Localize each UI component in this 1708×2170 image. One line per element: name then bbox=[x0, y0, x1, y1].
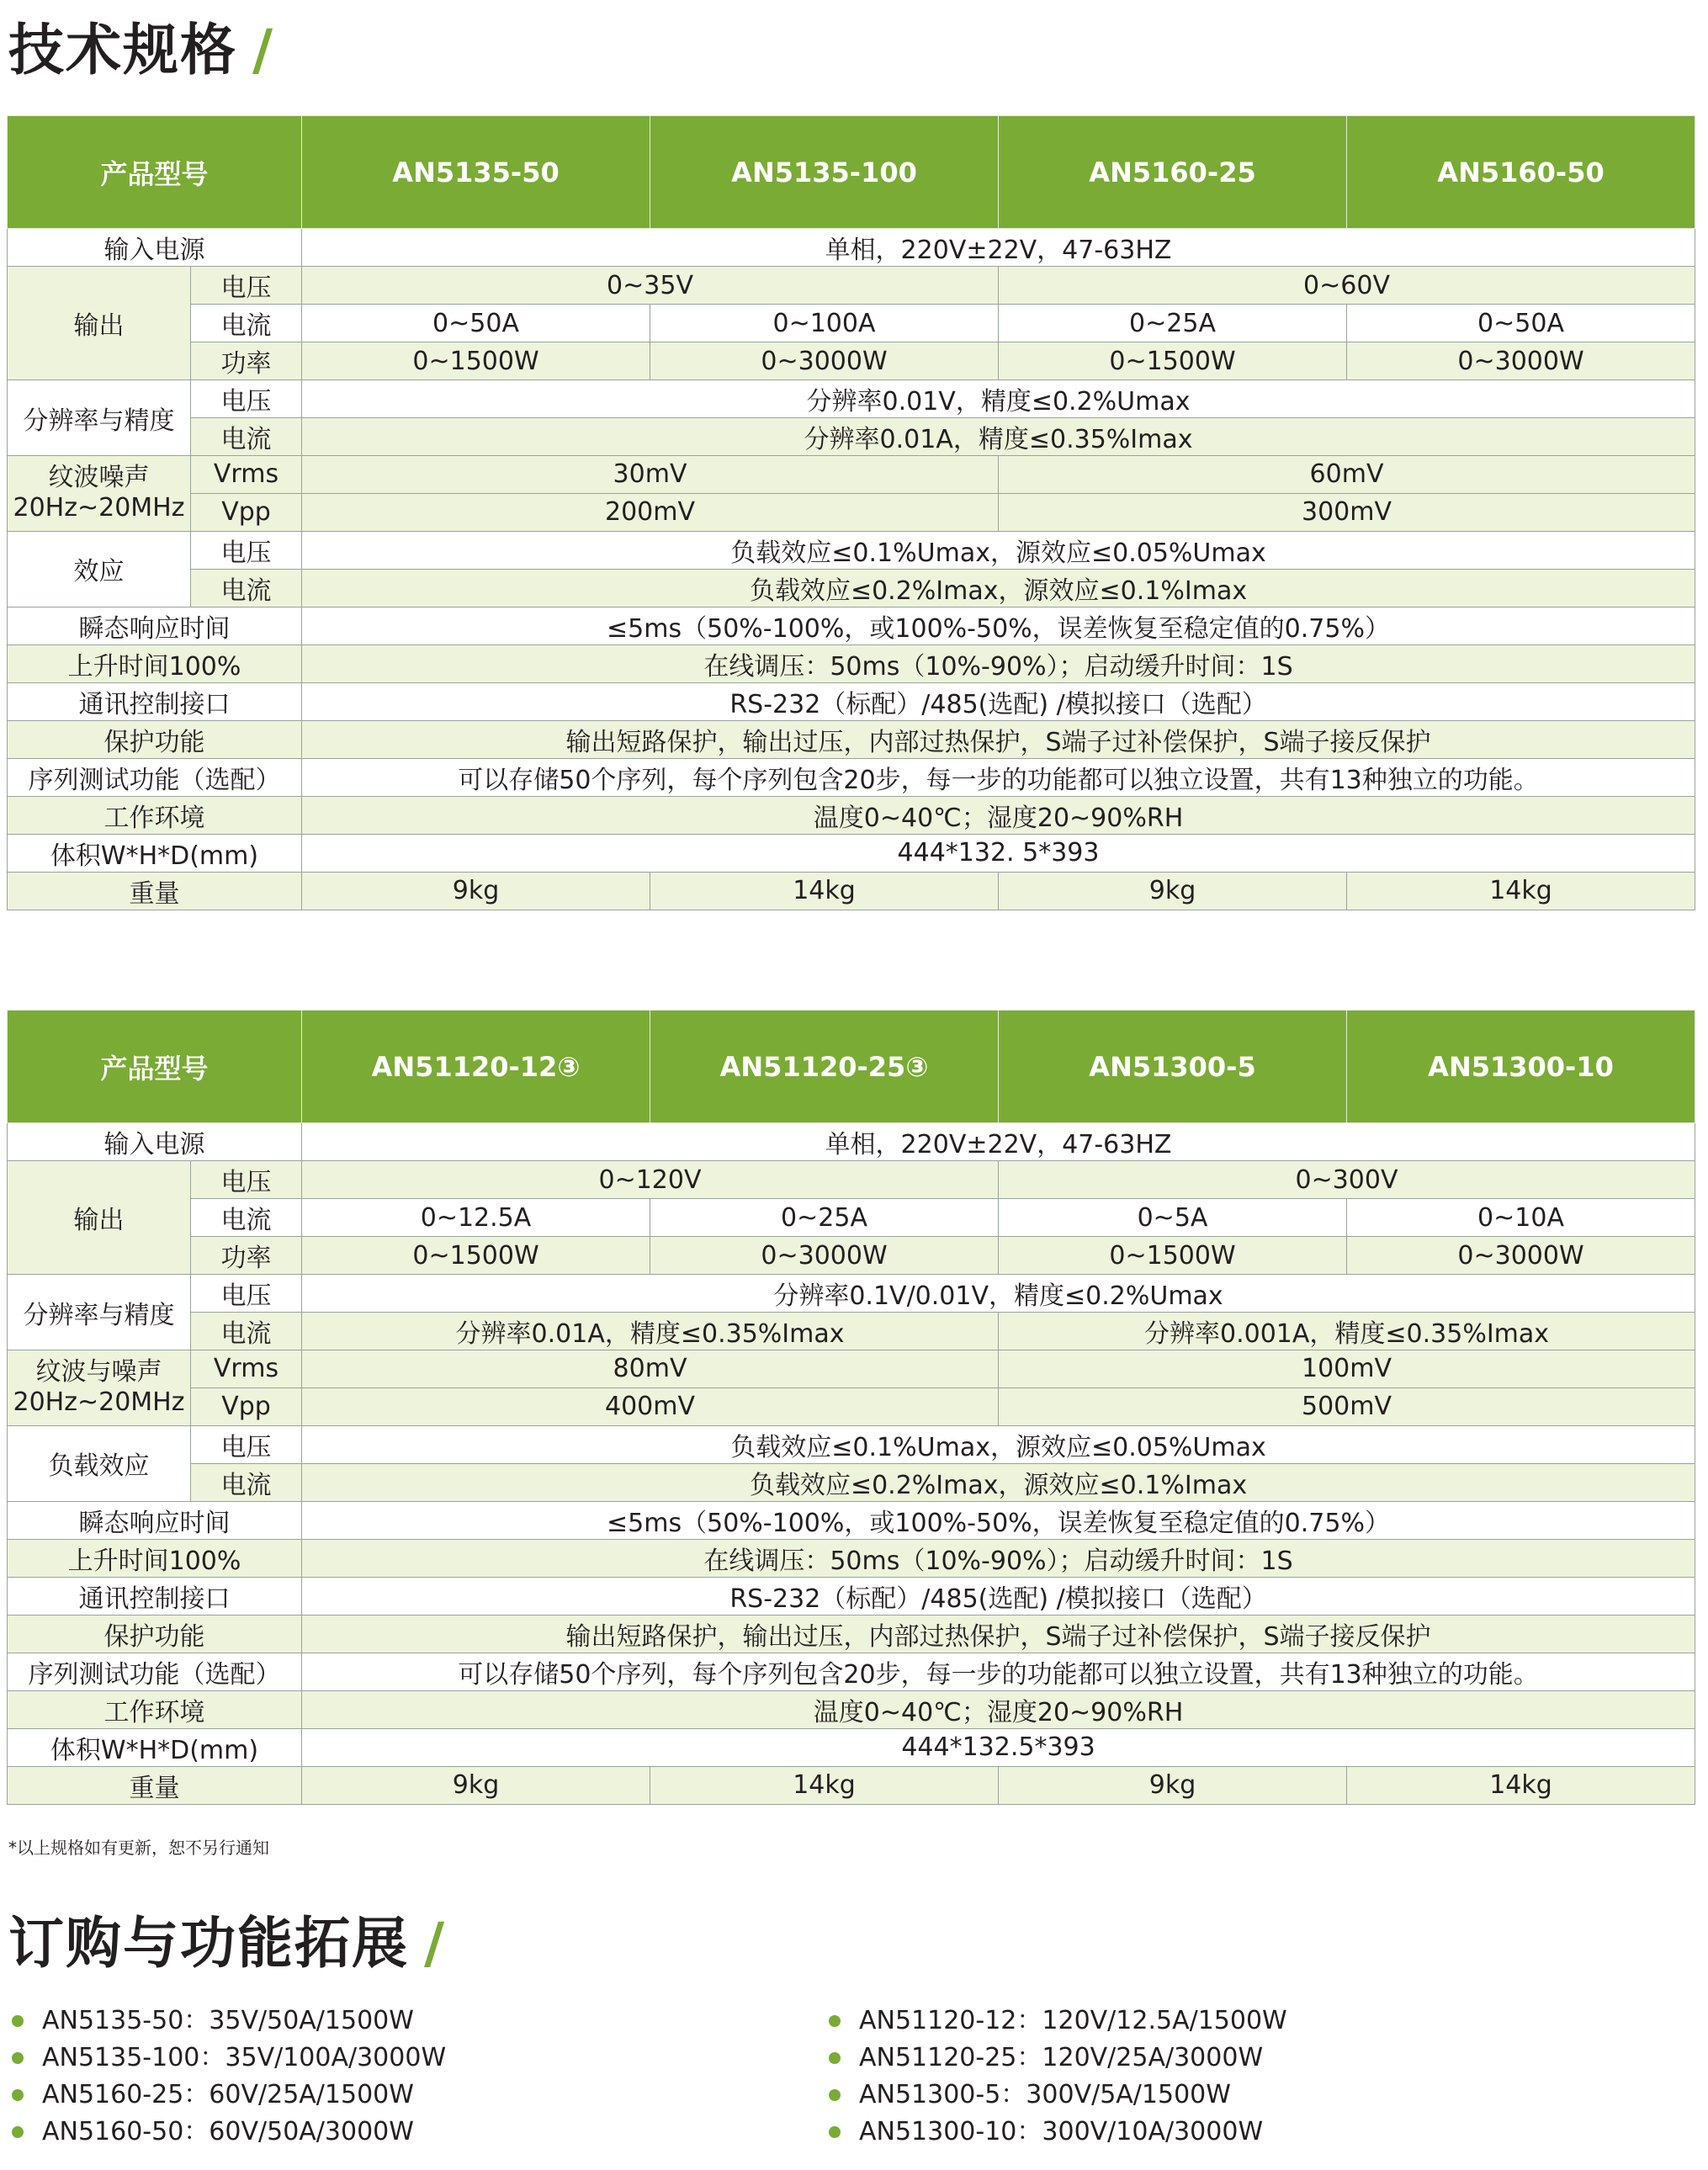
table-row bbox=[8, 682, 1695, 720]
vpp-value: 300mV bbox=[999, 493, 1695, 531]
output-power-value: 0~3000W bbox=[1347, 342, 1695, 380]
input-power-value: 单相，220V±22V，47-63HZ bbox=[302, 1123, 1695, 1161]
output-current-value: 0~50A bbox=[1347, 305, 1695, 342]
row-label-effect: 效应 bbox=[8, 531, 191, 607]
env-value: 温度0~40℃；湿度20~90%RH bbox=[302, 1690, 1695, 1728]
list-item bbox=[12, 2114, 446, 2151]
output-power-value: 0~3000W bbox=[650, 342, 999, 380]
table-row bbox=[8, 1501, 1695, 1539]
row-label-weight: 重量 bbox=[8, 1766, 302, 1804]
row-label-input-power: 输入电源 bbox=[8, 229, 302, 267]
title-slash-decoration: / bbox=[252, 18, 275, 82]
model-header: AN5135-100 bbox=[650, 116, 999, 229]
sub-label-voltage: 电压 bbox=[191, 267, 302, 305]
table-row bbox=[8, 267, 1695, 305]
bullet-dot-icon bbox=[12, 2015, 24, 2027]
table-row bbox=[8, 1690, 1695, 1728]
list-item bbox=[829, 2114, 1287, 2151]
table-row bbox=[8, 569, 1695, 607]
table-row bbox=[8, 834, 1695, 872]
ripple-label-line1: 纹波与噪声 bbox=[35, 1357, 162, 1387]
table-row bbox=[8, 1387, 1695, 1425]
bullet-dot-icon bbox=[12, 2052, 24, 2064]
list-item bbox=[12, 2077, 446, 2114]
model-header: AN5160-50 bbox=[1347, 116, 1695, 229]
transient-value: ≤5ms（50%-100%，或100%-50%，误差恢复至稳定值的0.75%） bbox=[302, 1501, 1695, 1539]
bullet-dot-icon bbox=[829, 2126, 841, 2138]
output-current-value: 0~25A bbox=[650, 1199, 999, 1237]
vrms-value: 100mV bbox=[999, 1350, 1695, 1388]
model-header: AN51300-10 bbox=[1347, 1011, 1695, 1123]
table-row bbox=[8, 1463, 1695, 1501]
table-row bbox=[8, 418, 1695, 456]
row-label-resolution: 分辨率与精度 bbox=[8, 380, 191, 456]
seq-value: 可以存储50个序列，每个序列包含20步，每一步的功能都可以独立设置，共有13种独立的功能。 bbox=[302, 758, 1695, 796]
input-power-value: 单相，220V±22V，47-63HZ bbox=[302, 229, 1695, 267]
table-row bbox=[8, 1615, 1695, 1653]
bullet-dot-icon bbox=[12, 2089, 24, 2101]
table-row bbox=[8, 607, 1695, 645]
weight-value: 14kg bbox=[1347, 1766, 1695, 1804]
row-label-output: 输出 bbox=[8, 267, 191, 380]
bullet-dot-icon bbox=[829, 2089, 841, 2101]
table-row bbox=[8, 872, 1695, 910]
order-item-text: AN51120-25：120V/25A/3000W bbox=[859, 2043, 1264, 2072]
row-label-rise: 上升时间100% bbox=[8, 1539, 302, 1577]
resolution-voltage-value: 分辨率0.01V，精度≤0.2%Umax bbox=[302, 380, 1695, 418]
row-label-rise: 上升时间100% bbox=[8, 645, 302, 682]
sub-label-power: 功率 bbox=[191, 342, 302, 380]
model-header: AN5135-50 bbox=[302, 116, 650, 229]
sub-label-vrms: Vrms bbox=[191, 1350, 302, 1388]
output-power-value: 0~3000W bbox=[650, 1237, 999, 1275]
table-row bbox=[8, 493, 1695, 531]
sub-label-current: 电流 bbox=[191, 1463, 302, 1501]
comm-value: RS-232（标配）/485(选配) /模拟接口（选配） bbox=[302, 682, 1695, 720]
model-header-label: 产品型号 bbox=[8, 1011, 302, 1123]
table-row bbox=[8, 1350, 1695, 1388]
bullet-dot-icon bbox=[829, 2052, 841, 2064]
output-power-value: 0~1500W bbox=[999, 1237, 1347, 1275]
table-row bbox=[8, 1577, 1695, 1615]
sub-label-vpp: Vpp bbox=[191, 1387, 302, 1425]
table-row bbox=[8, 305, 1695, 342]
footnote: *以上规格如有更新，恕不另行通知 bbox=[8, 1838, 269, 1858]
ripple-label-line1: 纹波噪声 bbox=[48, 463, 150, 493]
sub-label-current: 电流 bbox=[191, 305, 302, 342]
effect-current-value: 负载效应≤0.2%Imax，源效应≤0.1%Imax bbox=[302, 1463, 1695, 1501]
spec-table-1 bbox=[7, 115, 1695, 910]
sub-label-voltage: 电压 bbox=[191, 1425, 302, 1463]
list-item bbox=[12, 2040, 446, 2077]
output-power-value: 0~1500W bbox=[302, 342, 650, 380]
env-value: 温度0~40℃；湿度20~90%RH bbox=[302, 796, 1695, 834]
weight-value: 9kg bbox=[302, 872, 650, 910]
row-label-transient: 瞬态响应时间 bbox=[8, 607, 302, 645]
vpp-value: 200mV bbox=[302, 493, 999, 531]
sub-label-current: 电流 bbox=[191, 569, 302, 607]
sub-label-power: 功率 bbox=[191, 1237, 302, 1275]
table-row bbox=[8, 1275, 1695, 1313]
table-row bbox=[8, 456, 1695, 494]
row-label-volume: 体积W*H*D(mm) bbox=[8, 834, 302, 872]
weight-value: 14kg bbox=[650, 872, 999, 910]
order-item-text: AN5135-50：35V/50A/1500W bbox=[42, 2006, 414, 2035]
output-current-value: 0~5A bbox=[999, 1199, 1347, 1237]
protect-value: 输出短路保护，输出过压，内部过热保护，S端子过补偿保护，S端子接反保护 bbox=[302, 720, 1695, 758]
list-item bbox=[829, 2040, 1287, 2077]
output-current-value: 0~10A bbox=[1347, 1199, 1695, 1237]
specs-title bbox=[8, 17, 274, 84]
row-label-input-power: 输入电源 bbox=[8, 1123, 302, 1161]
table-row bbox=[8, 720, 1695, 758]
volume-value: 444*132. 5*393 bbox=[302, 834, 1695, 872]
table-row bbox=[8, 1425, 1695, 1463]
bullet-dot-icon bbox=[829, 2015, 841, 2027]
row-label-output: 输出 bbox=[8, 1161, 191, 1275]
model-header-label: 产品型号 bbox=[8, 116, 302, 229]
weight-value: 9kg bbox=[999, 872, 1347, 910]
table-row bbox=[8, 1237, 1695, 1275]
weight-value: 14kg bbox=[1347, 872, 1695, 910]
table-row bbox=[8, 1728, 1695, 1766]
seq-value: 可以存储50个序列，每个序列包含20步，每一步的功能都可以独立设置，共有13种独立的功能。 bbox=[302, 1653, 1695, 1690]
sub-label-voltage: 电压 bbox=[191, 531, 302, 569]
row-label-ripple bbox=[8, 1350, 191, 1426]
sub-label-voltage: 电压 bbox=[191, 1275, 302, 1313]
output-current-value: 0~50A bbox=[302, 305, 650, 342]
table-row bbox=[8, 758, 1695, 796]
order-item-text: AN5160-25：60V/25A/1500W bbox=[42, 2080, 414, 2109]
row-label-weight: 重量 bbox=[8, 872, 302, 910]
vrms-value: 80mV bbox=[302, 1350, 999, 1388]
sub-label-current: 电流 bbox=[191, 1313, 302, 1350]
row-label-protect: 保护功能 bbox=[8, 1615, 302, 1653]
specs-title-text: 技术规格 bbox=[8, 18, 237, 82]
rise-value: 在线调压：50ms（10%-90%）；启动缓升时间：1S bbox=[302, 645, 1695, 682]
table-row bbox=[8, 796, 1695, 834]
table-header-row bbox=[8, 116, 1695, 229]
row-label-comm: 通讯控制接口 bbox=[8, 1577, 302, 1615]
row-label-env: 工作环境 bbox=[8, 1690, 302, 1728]
list-item bbox=[12, 2003, 446, 2040]
output-power-value: 0~1500W bbox=[302, 1237, 650, 1275]
bullet-dot-icon bbox=[12, 2126, 24, 2138]
row-label-volume: 体积W*H*D(mm) bbox=[8, 1728, 302, 1766]
order-title-text: 订购与功能拓展 bbox=[8, 1911, 409, 1976]
output-power-value: 0~3000W bbox=[1347, 1237, 1695, 1275]
table-row bbox=[8, 1123, 1695, 1161]
list-item bbox=[829, 2003, 1287, 2040]
table-row bbox=[8, 342, 1695, 380]
resolution-voltage-value: 分辨率0.1V/0.01V，精度≤0.2%Umax bbox=[302, 1275, 1695, 1313]
output-power-value: 0~1500W bbox=[999, 342, 1347, 380]
order-list-right bbox=[829, 2003, 1287, 2151]
weight-value: 14kg bbox=[650, 1766, 999, 1804]
output-voltage-value: 0~300V bbox=[999, 1161, 1695, 1199]
table-row bbox=[8, 645, 1695, 682]
output-voltage-value: 0~35V bbox=[302, 267, 999, 305]
model-header: AN51120-25③ bbox=[650, 1011, 999, 1123]
vrms-value: 30mV bbox=[302, 456, 999, 494]
order-item-text: AN5160-50：60V/50A/3000W bbox=[42, 2117, 414, 2146]
order-title bbox=[8, 1910, 446, 1977]
table-header-row bbox=[8, 1011, 1695, 1123]
row-label-seq: 序列测试功能（选配） bbox=[8, 758, 302, 796]
order-list-left bbox=[12, 2003, 446, 2151]
sub-label-current: 电流 bbox=[191, 418, 302, 456]
weight-value: 9kg bbox=[302, 1766, 650, 1804]
vpp-value: 500mV bbox=[999, 1387, 1695, 1425]
effect-voltage-value: 负载效应≤0.1%Umax，源效应≤0.05%Umax bbox=[302, 1425, 1695, 1463]
table-row bbox=[8, 1653, 1695, 1690]
table-row bbox=[8, 1766, 1695, 1804]
row-label-ripple bbox=[8, 456, 191, 532]
ripple-label-line2: 20Hz~20MHz bbox=[13, 493, 185, 523]
weight-value: 9kg bbox=[999, 1766, 1347, 1804]
effect-voltage-value: 负载效应≤0.1%Umax，源效应≤0.05%Umax bbox=[302, 531, 1695, 569]
row-label-protect: 保护功能 bbox=[8, 720, 302, 758]
sub-label-voltage: 电压 bbox=[191, 380, 302, 418]
model-header: AN51120-12③ bbox=[302, 1011, 650, 1123]
table-row bbox=[8, 531, 1695, 569]
resolution-current-value: 分辨率0.01A，精度≤0.35%Imax bbox=[302, 418, 1695, 456]
order-item-text: AN51300-10：300V/10A/3000W bbox=[859, 2117, 1264, 2146]
title-slash-decoration: / bbox=[424, 1911, 447, 1976]
sub-label-current: 电流 bbox=[191, 1199, 302, 1237]
transient-value: ≤5ms（50%-100%，或100%-50%，误差恢复至稳定值的0.75%） bbox=[302, 607, 1695, 645]
volume-value: 444*132.5*393 bbox=[302, 1728, 1695, 1766]
list-item bbox=[829, 2077, 1287, 2114]
table-row bbox=[8, 1539, 1695, 1577]
output-current-value: 0~25A bbox=[999, 305, 1347, 342]
row-label-transient: 瞬态响应时间 bbox=[8, 1501, 302, 1539]
sub-label-vrms: Vrms bbox=[191, 456, 302, 494]
order-item-text: AN5135-100：35V/100A/3000W bbox=[42, 2043, 447, 2072]
output-current-value: 0~12.5A bbox=[302, 1199, 650, 1237]
protect-value: 输出短路保护，输出过压，内部过热保护，S端子过补偿保护，S端子接反保护 bbox=[302, 1615, 1695, 1653]
table-row bbox=[8, 1161, 1695, 1199]
comm-value: RS-232（标配）/485(选配) /模拟接口（选配） bbox=[302, 1577, 1695, 1615]
ripple-label-line2: 20Hz~20MHz bbox=[13, 1387, 185, 1418]
output-voltage-value: 0~60V bbox=[999, 267, 1695, 305]
table-row bbox=[8, 380, 1695, 418]
model-header: AN5160-25 bbox=[999, 116, 1347, 229]
row-label-effect: 负载效应 bbox=[8, 1425, 191, 1501]
resolution-current-value: 分辨率0.001A，精度≤0.35%Imax bbox=[999, 1313, 1695, 1350]
rise-value: 在线调压：50ms（10%-90%）；启动缓升时间：1S bbox=[302, 1539, 1695, 1577]
sub-label-vpp: Vpp bbox=[191, 493, 302, 531]
row-label-comm: 通讯控制接口 bbox=[8, 682, 302, 720]
model-header: AN51300-5 bbox=[999, 1011, 1347, 1123]
resolution-current-value: 分辨率0.01A，精度≤0.35%Imax bbox=[302, 1313, 999, 1350]
vpp-value: 400mV bbox=[302, 1387, 999, 1425]
vrms-value: 60mV bbox=[999, 456, 1695, 494]
effect-current-value: 负载效应≤0.2%Imax，源效应≤0.1%Imax bbox=[302, 569, 1695, 607]
row-label-seq: 序列测试功能（选配） bbox=[8, 1653, 302, 1690]
order-item-text: AN51120-12：120V/12.5A/1500W bbox=[859, 2006, 1287, 2035]
table-row bbox=[8, 1313, 1695, 1350]
spec-table-2 bbox=[7, 1010, 1695, 1805]
output-current-value: 0~100A bbox=[650, 305, 999, 342]
order-item-text: AN51300-5：300V/5A/1500W bbox=[859, 2080, 1231, 2109]
sub-label-voltage: 电压 bbox=[191, 1161, 302, 1199]
row-label-env: 工作环境 bbox=[8, 796, 302, 834]
output-voltage-value: 0~120V bbox=[302, 1161, 999, 1199]
table-row bbox=[8, 1199, 1695, 1237]
table-row bbox=[8, 229, 1695, 267]
row-label-resolution: 分辨率与精度 bbox=[8, 1275, 191, 1350]
